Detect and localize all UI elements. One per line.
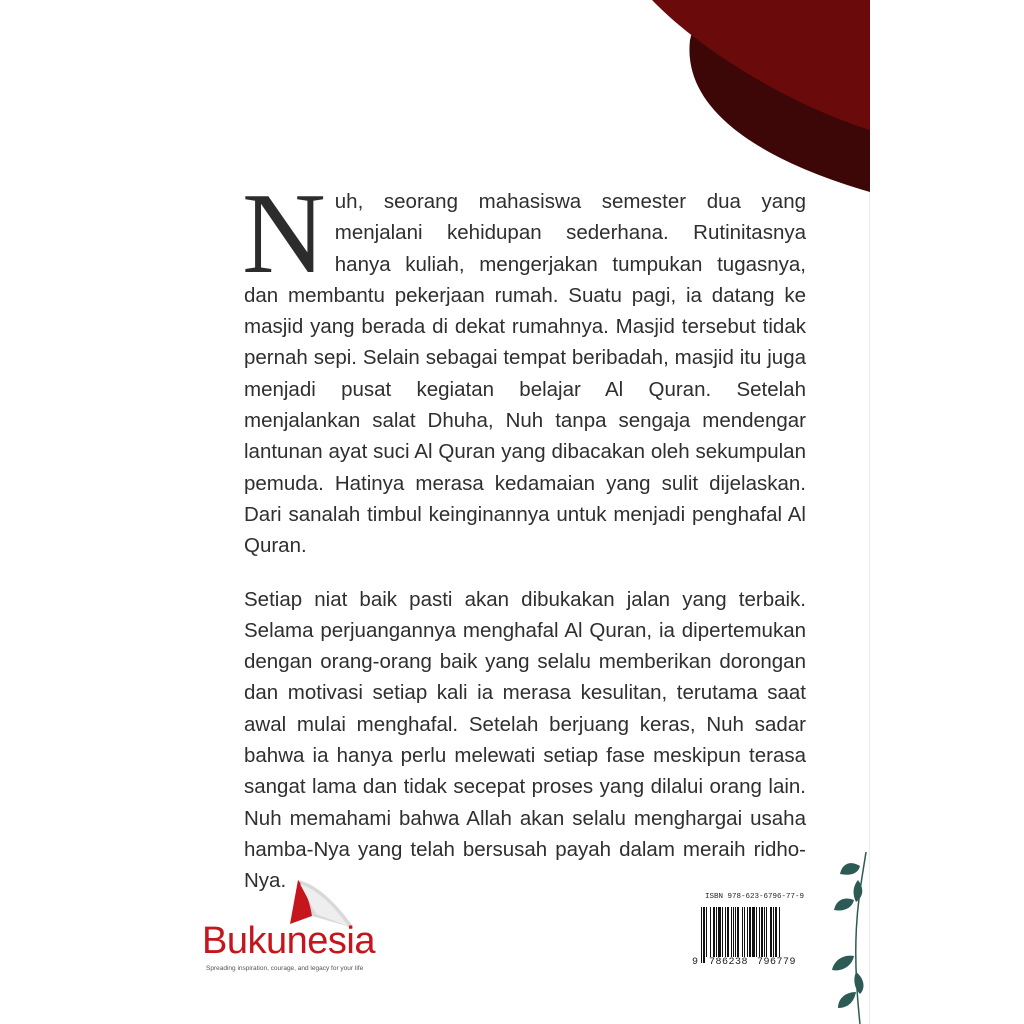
drop-cap-letter: N (242, 170, 326, 298)
barcode-bar (779, 907, 780, 963)
back-cover-blurb (242, 170, 806, 897)
barcode-bar (710, 907, 711, 957)
blurb-paragraph-2: Setiap niat baik pasti akan dibukakan jalan yang terbaik. Selama perjuangannya menghafal Al Quran, ia dipertemukan dengan orang-orang baik yang selalu memberikan dorongan dan motivasi setiap kali ia merasa kesulitan, terutama saat awal mulai menghafal. Setelah berjuang keras, Nuh sadar bahwa ia hanya perlu melewati setiap fase meskipun terasa sangat lama dan tidak secepat proses yang dilalui orang lain. Nuh memahami bahwa Allah akan selalu menghargai usaha hamba-Nya yang telah bersusah payah dalam meraih ridho-Nya. (244, 587, 806, 893)
barcode-bar (744, 907, 745, 957)
blurb-paragraph-1 (242, 170, 806, 562)
barcode-bar (716, 907, 717, 957)
blurb-paragraph-1-text: uh, seorang mahasiswa semester dua yang menjalani kehidupan sederhana. Rutinitasnya hanya kuliah, mengerjakan tumpukan tugasnya, dan membantu pekerjaan rumah. Suatu pagi, ia datang ke masjid yang berada di dekat rumahnya. Masjid tersebut tidak pernah sepi. Selain sebagai tempat beribadah, masjid itu juga menjadi pusat kegiatan belajar Al Quran. Setelah menjalankan salat Dhuha, Nuh tanpa sengaja mendengar lantunan ayat suci Al Quran yang dibacakan oleh sekumpulan pemuda. Hatinya merasa kedamaian yang sulit dijelaskan. Dari sanalah timbul keinginannya untuk menjadi penghafal Al Quran. (244, 190, 806, 558)
barcode-bar (764, 907, 765, 957)
publisher-logo (196, 876, 396, 976)
barcode-bar (703, 907, 705, 963)
barcode-bar (775, 907, 777, 957)
barcode-bar (706, 907, 707, 957)
barcode-bar (735, 907, 736, 957)
barcode-bar (756, 907, 757, 957)
barcode-bar (725, 907, 726, 957)
barcode-bar (770, 907, 772, 957)
barcode-bar (733, 907, 734, 957)
barcode-bar (713, 907, 715, 957)
barcode-bar (761, 907, 763, 957)
barcode-bar (731, 907, 732, 957)
leaf-branch-icon (820, 852, 870, 1024)
barcode-bar (766, 907, 767, 957)
barcode-lead-digit: 9 (692, 957, 699, 968)
isbn-barcode (691, 893, 805, 980)
publisher-tagline: Spreading inspiration, courage, and legacy for your life (206, 965, 364, 972)
barcode-bar (727, 907, 729, 957)
barcode-bar (701, 907, 702, 963)
barcode-bar (737, 907, 739, 957)
maroon-swoosh-icon (0, 0, 1024, 200)
barcode-bar (747, 907, 748, 957)
barcode-bar (742, 907, 743, 957)
publisher-name: Bukunesia (202, 920, 375, 962)
barcode-left-digits: 786238 (709, 957, 749, 968)
barcode-bar (718, 907, 721, 957)
barcode-right-digits: 796779 (757, 957, 797, 968)
barcode-bar (749, 907, 751, 957)
barcode-bar (773, 907, 774, 957)
barcode-bar (722, 907, 723, 957)
isbn-number: ISBN 978-623-6796-77-9 (705, 893, 805, 901)
barcode-bar (759, 907, 760, 957)
barcode-bar (752, 907, 755, 957)
